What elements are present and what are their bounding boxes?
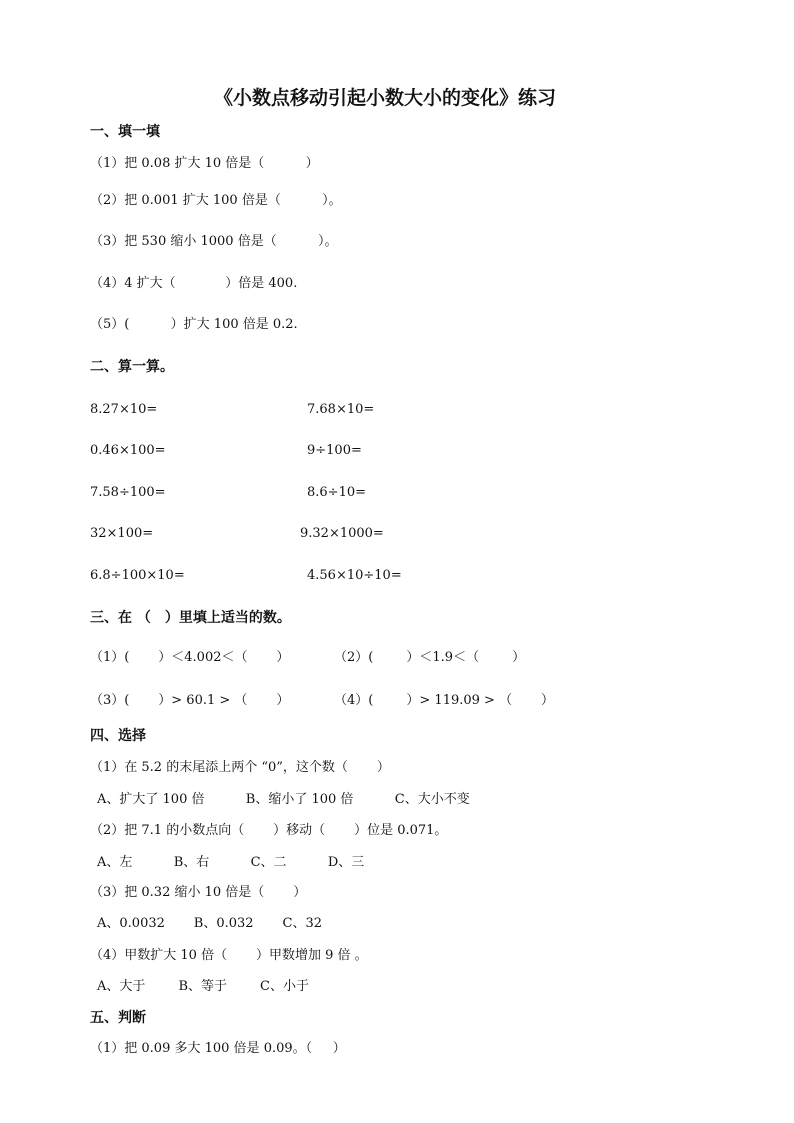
compare-item: （1）( ）＜4.002＜（ ） xyxy=(90,650,290,665)
choice-question: （2）把 7.1 的小数点向（ ）移动（ ）位是 0.071。 xyxy=(90,823,448,838)
fill-item: （4）4 扩大（ ）倍是 400. xyxy=(90,276,298,291)
fill-item: （2）把 0.001 扩大 100 倍是（ ）。 xyxy=(90,193,342,208)
calc-item: 8.6÷10= xyxy=(307,485,367,500)
compare-item: （2）( ）＜1.9＜（ ） xyxy=(334,650,526,665)
compare-item: （4）( ）> 119.09 > （ ） xyxy=(334,693,554,708)
calc-item: 4.56×10÷10= xyxy=(307,568,402,583)
choice-options: A、扩大了 100 倍 B、缩小了 100 倍 C、大小不变 xyxy=(97,792,470,807)
section-4-heading: 四、选择 xyxy=(90,728,146,744)
choice-options: A、左 B、右 C、二 D、三 xyxy=(97,855,365,870)
calc-item: 7.68×10= xyxy=(307,402,375,417)
calc-item: 7.58÷100= xyxy=(90,485,166,500)
section-2-heading: 二、算一算。 xyxy=(90,359,174,375)
calc-item: 9.32×1000= xyxy=(300,526,384,541)
compare-item: （3）( ）> 60.1 > （ ） xyxy=(90,693,290,708)
calc-item: 8.27×10= xyxy=(90,402,158,417)
calc-item: 32×100= xyxy=(90,526,154,541)
choice-options: A、0.0032 B、0.032 C、32 xyxy=(97,916,322,931)
section-5-heading: 五、判断 xyxy=(90,1010,146,1026)
calc-item: 0.46×100= xyxy=(90,443,166,458)
choice-options: A、大于 B、等于 C、小于 xyxy=(97,979,310,994)
fill-item: （5）( ）扩大 100 倍是 0.2. xyxy=(90,317,298,332)
judge-item: （1）把 0.09 多大 100 倍是 0.09。（ ） xyxy=(90,1041,346,1056)
choice-question: （3）把 0.32 缩小 10 倍是（ ） xyxy=(90,885,307,900)
choice-question: （4）甲数扩大 10 倍（ ）甲数增加 9 倍 。 xyxy=(90,948,368,963)
fill-item: （1）把 0.08 扩大 10 倍是（ ） xyxy=(90,156,319,171)
choice-question: （1）在 5.2 的末尾添上两个 “0”，这个数（ ） xyxy=(90,760,390,775)
calc-item: 6.8÷100×10= xyxy=(90,568,185,583)
page-title: 《小数点移动引起小数大小的变化》练习 xyxy=(214,87,557,109)
fill-item: （3）把 530 缩小 1000 倍是（ ）。 xyxy=(90,234,338,249)
calc-item: 9÷100= xyxy=(307,443,362,458)
section-1-heading: 一、填一填 xyxy=(90,124,160,140)
section-3-heading: 三、在 （ ）里填上适当的数。 xyxy=(90,610,291,626)
